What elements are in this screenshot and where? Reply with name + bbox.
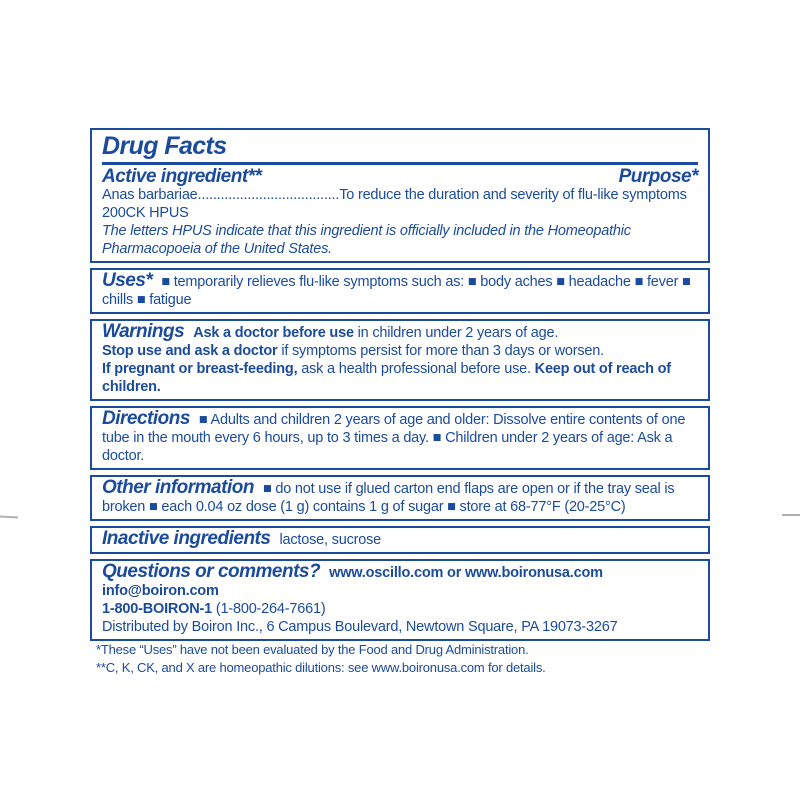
other-information-text: ■ do not use if glued carton end flaps are open or if the tray seal is broken ■ each 0.04 oz dose (1 g) contains 1 g of sugar ■ store at 68-77°F (20-25°C) — [102, 481, 675, 515]
other-information-heading: Other information — [102, 477, 254, 498]
active-ingredient-heading: Active ingredient** — [102, 166, 262, 187]
inactive-ingredients-section — [90, 526, 710, 554]
title-divider — [102, 162, 698, 165]
hpus-note: The letters HPUS indicate that this ingredient is officially included in the Homeopathic Pharmacopoeia of the United States. — [102, 223, 631, 257]
inactive-ingredients-text: lactose, sucrose — [279, 532, 382, 548]
warnings-bold-2: Stop use and ask a doctor — [102, 343, 278, 359]
warnings-section — [90, 319, 710, 401]
questions-phone-number: (1-800-264-7661) — [212, 601, 326, 617]
inactive-ingredients-heading: Inactive ingredients — [102, 528, 271, 549]
drug-facts-panel — [90, 128, 710, 646]
ingredient-row: Anas barbariae.....................................To reduce the duration and severity of flu-like symptoms — [102, 187, 687, 203]
questions-section — [90, 559, 710, 641]
warnings-text-1: in children under 2 years of age. — [353, 325, 559, 341]
uses-text: ■ temporarily relieves flu-like symptoms such as: ■ body aches ■ headache ■ fever ■ chills ■ fatigue — [102, 274, 691, 308]
warnings-heading: Warnings — [102, 321, 185, 342]
warnings-bold-3: If pregnant or breast-feeding, — [102, 361, 298, 377]
warnings-text-3: ask a health professional before use. — [297, 361, 535, 377]
active-ingredient-section — [90, 128, 710, 263]
footnotes — [96, 641, 706, 676]
footnote-dilutions: **C, K, CK, and X are homeopathic dilutions: see www.boironusa.com for details. — [96, 659, 546, 675]
active-purpose-header-row — [102, 167, 698, 186]
questions-websites: www.oscillo.com or www.boironusa.com — [329, 565, 603, 581]
directions-section — [90, 406, 710, 470]
crop-mark-left — [0, 516, 18, 519]
crop-mark-right — [782, 514, 800, 516]
uses-section — [90, 268, 710, 314]
footnote-uses: *These “Uses” have not been evaluated by the Food and Drug Administration. — [96, 642, 529, 657]
directions-text: ■ Adults and children 2 years of age and older: Dissolve entire contents of one tube in the mouth every 6 hours, up to 3 times a day. ■ Children under 2 years of age: Ask a doctor. — [102, 412, 686, 464]
warnings-bold-4: Keep out of reach of children. — [102, 361, 671, 395]
warnings-text-2: if symptoms persist for more than 3 days or worsen. — [277, 343, 604, 359]
page-title: Drug Facts — [102, 132, 227, 160]
purpose-heading: Purpose* — [618, 166, 698, 187]
other-information-section — [90, 475, 710, 521]
directions-heading: Directions — [102, 408, 190, 429]
ingredient-strength: 200CK HPUS — [102, 205, 189, 221]
uses-heading: Uses* — [102, 270, 153, 291]
questions-phone-bold: 1-800-BOIRON-1 — [102, 601, 213, 617]
warnings-bold-1: Ask a doctor before use — [193, 325, 354, 341]
questions-heading: Questions or comments? — [102, 561, 321, 582]
questions-email: info@boiron.com — [102, 583, 219, 599]
distributor-line: Distributed by Boiron Inc., 6 Campus Boulevard, Newtown Square, PA 19073-3267 — [102, 619, 618, 635]
